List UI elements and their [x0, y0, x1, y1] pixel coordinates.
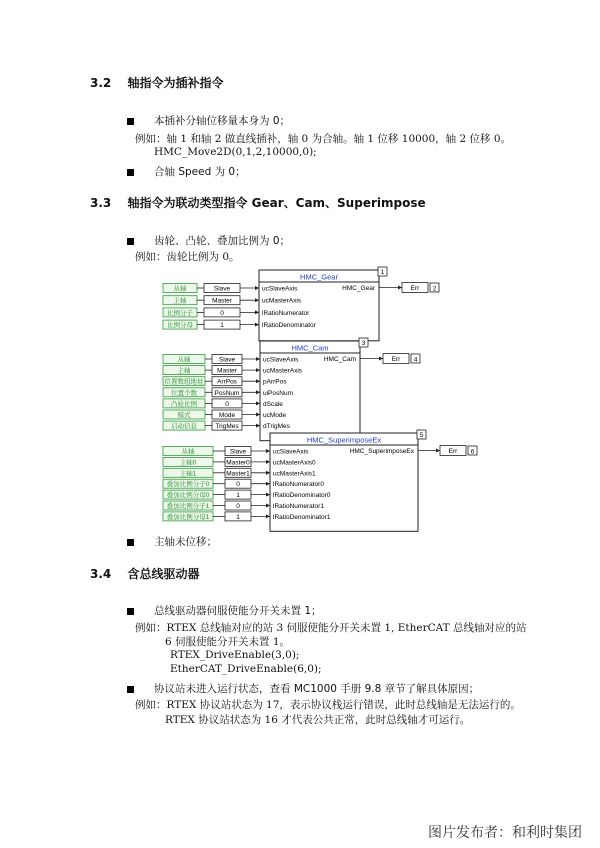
fb-err-label: Err [391, 356, 401, 363]
fb-err-label: Err [448, 448, 458, 455]
fb-output-pin: HMC_Gear [342, 285, 375, 292]
bullet-text: 本插补分轴位移量本身为 0； [154, 115, 291, 127]
fb-arrow [255, 310, 259, 314]
fb-err-number: 6 [470, 448, 475, 456]
fb-input-pin: dTrigMes [263, 423, 290, 431]
bullet-marker [127, 608, 134, 615]
fb-input-label: 位置个数 [171, 389, 197, 397]
fb-arrow [256, 379, 260, 383]
example-text: 6 伺服使能分开关未置 1。 [165, 636, 291, 648]
bullet-marker [127, 539, 134, 546]
fb-input-pin: ucMasterAxis0 [273, 459, 316, 467]
fb-input-pin: ucMasterAxis1 [273, 470, 316, 478]
fb-input-pin: ucSlaveAxis [263, 356, 299, 364]
fb-arrow [255, 298, 259, 302]
fb-arrow [266, 460, 270, 464]
fb-input-value: TrigMes [215, 423, 239, 431]
fb-arrow [266, 493, 270, 497]
section-title: 轴指令为联动类型指令 Gear、Cam、Superimpose [127, 196, 426, 210]
fb-number: 5 [419, 432, 424, 440]
bullet-text: 合轴 Speed 为 0； [154, 166, 246, 178]
fb-err-label: Err [410, 285, 420, 292]
fb-arrow [436, 449, 440, 453]
code-line: RTEX_DriveEnable(3,0); [170, 649, 300, 661]
example-text: 例如：轴 1 和轴 2 做直线插补，轴 0 为合轴。轴 1 位移 10000，轴 2 位移 0。 [135, 133, 512, 145]
fb-title: HMC_SuperimposeEx [306, 435, 382, 445]
fb-err-number: 4 [413, 356, 418, 364]
fb-input-value: 1 [236, 492, 240, 500]
bullet-text: 齿轮、凸轮、叠加比例为 0； [154, 235, 291, 247]
fb-input-pin: ucMasterAxis [263, 367, 303, 375]
fb-arrow [398, 286, 402, 290]
fb-input-pin: ucSlaveAxis [273, 448, 309, 456]
fb-input-label: 叠加比例分母0 [166, 492, 210, 500]
fb-arrow [266, 449, 270, 453]
fb-input-label: 凸轮比例 [171, 400, 197, 408]
fb-input-pin: lRatioDenominator [262, 322, 316, 330]
fb-input-label: 模式 [177, 412, 191, 419]
section-number: 3.3 [90, 196, 112, 210]
fb-input-value: Slave [213, 285, 231, 293]
fb-output-pin: HMC_SuperimposeEx [349, 448, 414, 455]
fb-input-pin: lRatioDenominator0 [273, 492, 331, 500]
fb-input-label: 从轴 [177, 356, 191, 364]
code-line: EtherCAT_DriveEnable(6,0); [170, 663, 322, 675]
fb-arrow [255, 323, 259, 327]
fb-err-number: 2 [432, 285, 437, 293]
fb-arrow [379, 357, 383, 361]
fb-input-pin: ucMode [263, 412, 287, 419]
fb-arrow [256, 357, 260, 361]
fb-arrow [255, 286, 259, 290]
fb-input-value: 0 [236, 503, 240, 510]
fb-input-label: 位置数组地址 [164, 378, 204, 386]
fb-input-label: 从轴 [173, 285, 187, 293]
fb-input-value: Master [212, 297, 232, 305]
fb-output-pin: HMC_Cam [323, 356, 356, 363]
fb-arrow [266, 471, 270, 475]
fb-input-label: 主轴0 [179, 459, 197, 467]
fb-title: HMC_Cam [291, 343, 329, 353]
watermark: 图片发布者：和利时集团 [428, 825, 582, 841]
example-text: 例如：RTEX 协议站状态为 17，表示协议栈运行错误，此时总线轴是无法运行的。 [135, 699, 521, 711]
section-number: 3.2 [90, 76, 112, 90]
fb-input-label: 主轴 [173, 297, 187, 305]
fb-input-value: 0 [236, 481, 240, 489]
fb-input-value: Slave [229, 448, 247, 456]
fb-input-pin: dScale [263, 400, 283, 408]
fb-input-value: 1 [236, 513, 240, 521]
fb-input-pin: lRatioNumerator1 [273, 503, 324, 510]
bullet-text: 总线驱动器伺服使能分开关未置 1； [154, 605, 322, 617]
fb-input-value: Master0 [226, 459, 250, 467]
example-text: 例如：RTEX 总线轴对应的站 3 伺服使能分开关未置 1, EtherCAT 总线轴对应的站 [135, 622, 527, 634]
fb-arrow [266, 514, 270, 518]
fb-input-pin: lRatioNumerator0 [273, 481, 324, 489]
fb-input-pin: lRatioNumerator [262, 309, 310, 317]
fb-input-value: 0 [225, 400, 229, 408]
fb-arrow [256, 413, 260, 417]
fb-number: 3 [361, 340, 366, 348]
fb-input-pin: uiPosNum [263, 389, 293, 397]
fb-title: HMC_Gear [300, 272, 338, 282]
fb-input-pin: lRatioDenominator1 [273, 513, 331, 521]
fb-input-value: 1 [220, 322, 224, 330]
section-title: 含总线驱动器 [127, 567, 200, 581]
fb-input-label: 从轴 [181, 448, 195, 456]
fb-input-label: 主轴 [177, 367, 191, 375]
fb-arrow [256, 424, 260, 428]
fb-input-value: 0 [220, 309, 224, 317]
fb-number: 1 [380, 269, 385, 277]
section-number: 3.4 [90, 567, 112, 581]
fb-arrow [266, 482, 270, 486]
example-text: RTEX 协议站状态为 16 才代表公共正常，此时总线轴才可运行。 [165, 714, 471, 726]
fb-input-value: Master [217, 367, 237, 375]
bullet-text: 主轴未位移； [154, 536, 217, 548]
section-title: 轴指令为插补指令 [127, 76, 224, 90]
fb-input-label: 主轴1 [179, 470, 197, 478]
bullet-marker [127, 686, 134, 693]
bullet-text: 协议站未进入运行状态，查看 MC1000 手册 9.8 章节了解具体原因； [154, 683, 480, 695]
fb-input-pin: pArrPos [263, 378, 287, 386]
fb-input-value: PosNum [214, 389, 240, 397]
fb-arrow [256, 401, 260, 405]
fb-input-value: ArrPos [217, 378, 237, 386]
code-line: HMC_Move2D(0,1,2,10000,0); [154, 146, 317, 158]
fb-input-label: 叠加比例分母1 [166, 513, 210, 521]
fb-input-pin: ucSlaveAxis [262, 285, 298, 293]
fb-input-label: 叠加比例分子1 [166, 503, 210, 510]
heading-3-4 [90, 565, 199, 582]
fb-arrow [266, 504, 270, 508]
fb-input-value: Mode [218, 412, 236, 419]
fb-input-label: 启动信息 [171, 423, 197, 431]
fb-arrow [256, 368, 260, 372]
example-text: 例如：齿轮比例为 0。 [135, 251, 240, 263]
fb-input-value: Master1 [226, 470, 250, 478]
fb-input-pin: ucMasterAxis [262, 297, 302, 305]
fb-input-label: 比例分子 [167, 309, 193, 317]
fb-input-label: 比例分母 [167, 322, 193, 330]
fb-input-value: Slave [218, 356, 236, 364]
fb-input-label: 叠加比例分子0 [166, 481, 210, 489]
fb-arrow [256, 390, 260, 394]
